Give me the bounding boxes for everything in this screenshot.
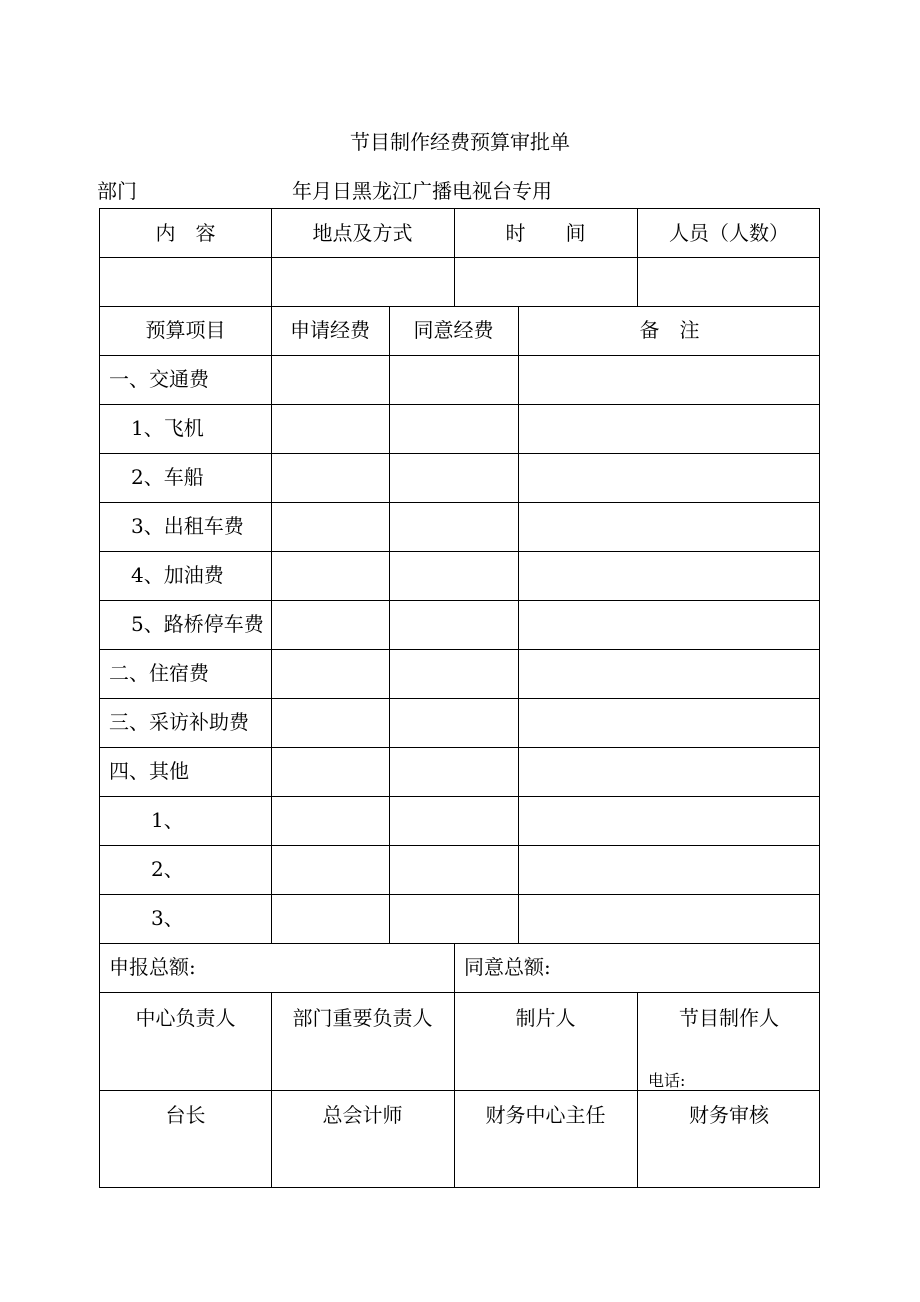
sig-center-head: 中心负责人 bbox=[135, 1006, 236, 1030]
declared-total-label: 申报总额: bbox=[109, 955, 196, 979]
col-divider bbox=[518, 306, 519, 943]
row-divider bbox=[100, 404, 819, 405]
row-divider bbox=[100, 943, 819, 944]
header-location-method: 地点及方式 bbox=[312, 221, 413, 245]
budget-item-label: 5、路桥停车费 bbox=[131, 612, 264, 636]
department-label: 部门 bbox=[97, 179, 137, 203]
page-title: 节目制作经费预算审批单 bbox=[350, 130, 570, 154]
col-divider bbox=[454, 943, 455, 992]
col-divider bbox=[389, 306, 390, 943]
row-divider bbox=[100, 257, 819, 258]
budget-item-label: 一、交通费 bbox=[109, 367, 209, 391]
special-use-label: 年月日黑龙江广播电视台专用 bbox=[292, 179, 552, 203]
budget-item-label: 1、 bbox=[151, 808, 184, 832]
col-divider bbox=[271, 306, 272, 943]
row-divider bbox=[100, 845, 819, 846]
phone-label: 电话: bbox=[648, 1071, 686, 1090]
budget-header-applied: 申请经费 bbox=[290, 318, 370, 342]
budget-item-label: 三、采访补助费 bbox=[109, 710, 249, 734]
header-staff: 人员（人数） bbox=[669, 221, 789, 245]
header-time: 时 间 bbox=[505, 221, 586, 245]
budget-item-label: 二、住宿费 bbox=[109, 661, 209, 685]
budget-header-item: 预算项目 bbox=[145, 318, 226, 342]
row-divider bbox=[100, 894, 819, 895]
budget-item-label: 2、 bbox=[151, 857, 184, 881]
budget-form-table bbox=[99, 208, 820, 1188]
budget-item-label: 2、车船 bbox=[131, 465, 204, 489]
budget-item-label: 3、 bbox=[151, 906, 184, 930]
budget-item-label: 四、其他 bbox=[109, 759, 189, 783]
sig-program-maker: 节目制作人 bbox=[679, 1006, 779, 1030]
row-divider bbox=[100, 796, 819, 797]
row-divider bbox=[100, 992, 819, 993]
sig-finance-audit: 财务审核 bbox=[689, 1103, 769, 1127]
row-divider bbox=[100, 747, 819, 748]
budget-item-label: 3、出租车费 bbox=[131, 514, 244, 538]
sig-chief-accountant: 总会计师 bbox=[322, 1103, 403, 1127]
sig-station-head: 台长 bbox=[165, 1103, 206, 1127]
sig-finance-director: 财务中心主任 bbox=[485, 1103, 606, 1127]
row-divider bbox=[100, 453, 819, 454]
budget-header-approved: 同意经费 bbox=[413, 318, 494, 342]
sig-dept-head: 部门重要负责人 bbox=[292, 1006, 433, 1030]
budget-item-label: 1、飞机 bbox=[131, 416, 204, 440]
sig-producer: 制片人 bbox=[515, 1006, 576, 1030]
approved-total-label: 同意总额: bbox=[464, 955, 551, 979]
header-content: 内 容 bbox=[155, 221, 216, 245]
budget-item-label: 4、加油费 bbox=[131, 563, 224, 587]
budget-header-remark: 备 注 bbox=[639, 318, 700, 342]
